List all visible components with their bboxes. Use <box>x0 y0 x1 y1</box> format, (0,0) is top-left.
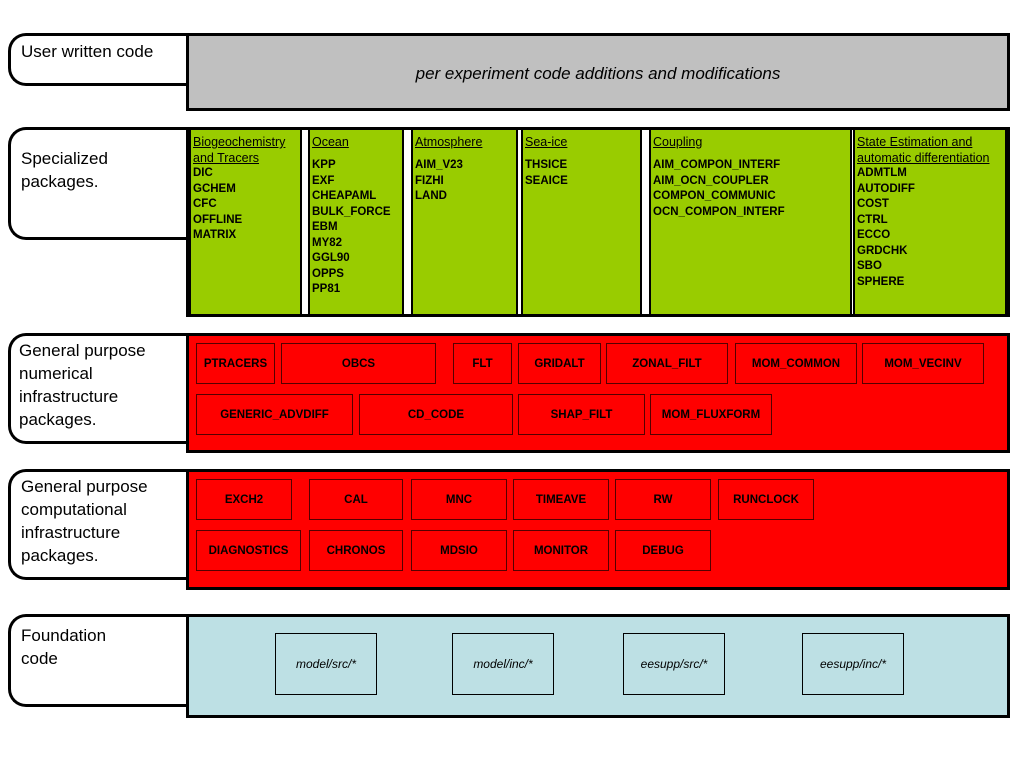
column-header: Atmosphere <box>415 135 483 149</box>
package-box: CHRONOS <box>309 530 403 571</box>
package-item: GCHEM <box>193 182 236 195</box>
package-box: DIAGNOSTICS <box>196 530 301 571</box>
user-code-panel <box>186 33 1010 111</box>
column-sea-ice <box>521 130 642 314</box>
package-box: SHAP_FILT <box>518 394 645 435</box>
foundation-item: eesupp/src/* <box>623 633 725 695</box>
package-item: OPPS <box>312 267 344 280</box>
column-coupling <box>649 130 852 314</box>
package-item: MATRIX <box>193 229 237 241</box>
package-box: ZONAL_FILT <box>606 343 728 384</box>
column-header: Ocean <box>312 135 349 149</box>
package-item: ECCO <box>857 229 891 241</box>
package-item: EXF <box>312 174 335 187</box>
package-box: MOM_COMMON <box>735 343 857 384</box>
package-item: THSICE <box>525 159 568 171</box>
label-numerical-infrastructure <box>8 333 190 444</box>
package-box: MDSIO <box>411 530 507 571</box>
package-item: GRDCHK <box>857 244 908 257</box>
label-text: General purpose computational infrastructure packages. <box>21 477 148 565</box>
package-box: TIMEAVE <box>513 479 609 520</box>
package-item: BULK_FORCE <box>312 205 391 218</box>
label-computational-infrastructure <box>8 469 190 580</box>
label-text: Foundation code <box>21 626 107 668</box>
column-header: Biogeochemistry and Tracers <box>193 135 286 165</box>
package-item: SEAICE <box>525 174 568 187</box>
package-box: GRIDALT <box>518 343 601 384</box>
label-text: User written code <box>21 42 154 61</box>
column-header: State Estimation and automatic differentiation <box>857 135 990 165</box>
specialized-packages-panel <box>186 127 1010 317</box>
column-header: Sea-ice <box>525 135 568 149</box>
package-box: MNC <box>411 479 507 520</box>
label-user-written-code <box>8 33 190 86</box>
column-state-estimation <box>853 130 1007 314</box>
package-item: CHEAPAML <box>312 190 377 202</box>
foundation-item: model/src/* <box>275 633 377 695</box>
label-foundation-code <box>8 614 190 707</box>
package-item: DIC <box>193 167 213 179</box>
computational-infrastructure-panel <box>186 469 1010 590</box>
package-item: OFFLINE <box>193 213 243 226</box>
package-box: GENERIC_ADVDIFF <box>196 394 353 435</box>
package-item: CTRL <box>857 213 888 226</box>
package-item: CFC <box>193 198 217 210</box>
numerical-infrastructure-panel <box>186 333 1010 453</box>
package-item: COMPON_COMMUNIC <box>653 190 776 202</box>
user-code-description: per experiment code additions and modifications <box>415 64 781 83</box>
package-item: AIM_OCN_COUPLER <box>653 174 769 187</box>
column-biogeochemistry <box>189 130 302 314</box>
package-box: RUNCLOCK <box>718 479 814 520</box>
package-item: ADMTLM <box>857 167 907 179</box>
package-box: OBCS <box>281 343 436 384</box>
label-text: General purpose numerical infrastructure packages. <box>19 341 146 429</box>
package-item: KPP <box>312 159 336 171</box>
package-item: EBM <box>312 221 338 233</box>
package-item: OCN_COMPON_INTERF <box>653 205 785 218</box>
package-item: COST <box>857 198 889 210</box>
label-specialized-packages <box>8 127 190 240</box>
package-item: GGL90 <box>312 252 350 264</box>
package-box: CD_CODE <box>359 394 513 435</box>
package-box: FLT <box>453 343 512 384</box>
package-box: MONITOR <box>513 530 609 571</box>
package-box: MOM_FLUXFORM <box>650 394 772 435</box>
label-text: Specialized packages. <box>21 149 108 191</box>
package-item: AIM_COMPON_INTERF <box>653 159 781 171</box>
column-ocean <box>308 130 404 314</box>
package-box: EXCH2 <box>196 479 292 520</box>
package-item: AUTODIFF <box>857 182 915 195</box>
package-box: PTRACERS <box>196 343 275 384</box>
package-item: AIM_V23 <box>415 159 463 171</box>
package-box: RW <box>615 479 711 520</box>
package-item: PP81 <box>312 283 341 295</box>
package-item: MY82 <box>312 236 343 249</box>
foundation-code-panel <box>186 614 1010 718</box>
package-item: SBO <box>857 260 882 272</box>
column-header: Coupling <box>653 135 703 149</box>
column-atmosphere <box>411 130 518 314</box>
package-box: DEBUG <box>615 530 711 571</box>
package-box: CAL <box>309 479 403 520</box>
package-item: FIZHI <box>415 174 444 187</box>
foundation-item: eesupp/inc/* <box>802 633 904 695</box>
foundation-item: model/inc/* <box>452 633 554 695</box>
package-item: SPHERE <box>857 275 905 288</box>
package-box: MOM_VECINV <box>862 343 984 384</box>
package-item: LAND <box>415 190 447 202</box>
